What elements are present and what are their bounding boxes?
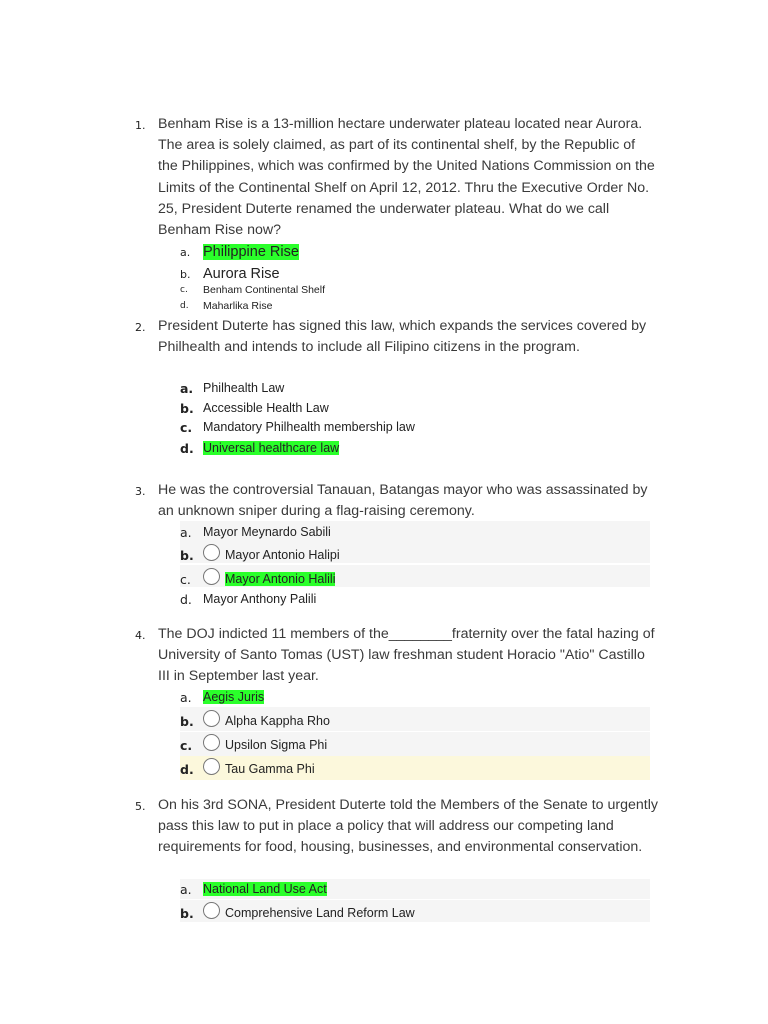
question-text: The DOJ indicted 11 members of the________fraternity over the fatal hazing of University of Santo Tomas (UST) law freshman student Horacio "Atio" Castillo III in September last year. (158, 626, 655, 685)
option-letter: a. (180, 380, 194, 396)
radio-button[interactable] (203, 734, 220, 751)
option-letter: b. (180, 547, 194, 563)
option-text: Alpha Kappha Rho (225, 714, 330, 728)
option-letter: a. (180, 881, 192, 897)
question-number: 5. (135, 800, 146, 813)
option-text: Philhealth Law (203, 381, 285, 395)
question-text: Benham Rise is a 13-million hectare underwater plateau located near Aurora. The area is solely claimed, as part of its continental shelf, by the Republic of the Philippines, which was confirmed by the United Nations Commission on the Limits of the Continental Shelf on April 12, 2012. Thru the Executive Order No. 25, President Duterte renamed the underwater plateau. What do we call Benham Rise now? (158, 116, 655, 239)
option-c[interactable] (180, 735, 327, 755)
option-letter: b. (180, 713, 194, 729)
option-text: Upsilon Sigma Phi (225, 738, 328, 752)
option-d[interactable] (180, 589, 316, 609)
option-d[interactable] (180, 298, 272, 314)
option-a[interactable] (180, 879, 327, 899)
option-text: Mandatory Philhealth membership law (203, 420, 415, 434)
question-number: 3. (135, 485, 146, 498)
option-text: Accessible Health Law (203, 401, 329, 415)
option-a[interactable] (180, 242, 299, 262)
option-letter: a. (180, 689, 192, 705)
question-text: On his 3rd SONA, President Duterte told the Members of the Senate to urgently pass this law to put in place a policy that will address our competing land requirements for food, housing, businesses, and environmental conservation. (158, 797, 658, 856)
option-text: Mayor Anthony Palili (203, 592, 317, 606)
question-text: He was the controversial Tanauan, Batangas mayor who was assassinated by an unknown sniper during a flag-raising ceremony. (158, 482, 648, 520)
question-number: 2. (135, 321, 146, 334)
radio-button[interactable] (203, 710, 220, 727)
option-letter: b. (180, 267, 191, 281)
question-number: 1. (135, 119, 146, 132)
question-number: 4. (135, 629, 146, 642)
option-text: Mayor Antonio Halipi (225, 548, 340, 562)
option-text: Comprehensive Land Reform Law (225, 906, 415, 920)
option-letter: b. (180, 905, 194, 921)
option-d[interactable] (180, 759, 315, 779)
option-text: Maharlika Rise (203, 300, 273, 312)
radio-button[interactable] (203, 902, 220, 919)
option-letter: d. (180, 761, 194, 777)
radio-button[interactable] (203, 568, 220, 585)
option-c[interactable] (180, 282, 325, 298)
option-text: Universal healthcare law (203, 441, 340, 455)
option-a[interactable] (180, 522, 331, 542)
option-a[interactable] (180, 687, 264, 707)
radio-button[interactable] (203, 758, 220, 775)
option-text: Mayor Meynardo Sabili (203, 525, 331, 539)
option-letter: d. (180, 440, 194, 456)
option-letter: c. (180, 285, 188, 295)
option-letter: c. (180, 571, 191, 587)
option-letter: c. (180, 419, 193, 435)
option-letter: d. (180, 301, 189, 311)
option-b[interactable] (180, 711, 330, 731)
option-a[interactable] (180, 378, 284, 398)
option-text: Mayor Antonio Halili (225, 572, 336, 586)
option-letter: b. (180, 400, 194, 416)
option-text: Philippine Rise (203, 244, 299, 260)
option-c[interactable] (180, 569, 335, 589)
option-text: Aegis Juris (203, 690, 265, 704)
option-text: Benham Continental Shelf (203, 284, 325, 296)
option-letter: c. (180, 737, 193, 753)
option-letter: d. (180, 591, 192, 607)
option-text: Tau Gamma Phi (225, 762, 315, 776)
option-b[interactable] (180, 903, 415, 923)
option-c[interactable] (180, 417, 415, 437)
question-text: President Duterte has signed this law, which expands the services covered by Philhealth and intends to include all Filipino citizens in the program. (158, 318, 647, 356)
option-letter: a. (180, 524, 192, 540)
option-b[interactable] (180, 545, 340, 565)
option-text: Aurora Rise (203, 266, 280, 282)
option-text: National Land Use Act (203, 882, 327, 896)
option-b[interactable] (180, 398, 329, 418)
option-letter: a. (180, 245, 191, 259)
option-d[interactable] (180, 438, 339, 458)
option-b[interactable] (180, 264, 280, 284)
radio-button[interactable] (203, 544, 220, 561)
